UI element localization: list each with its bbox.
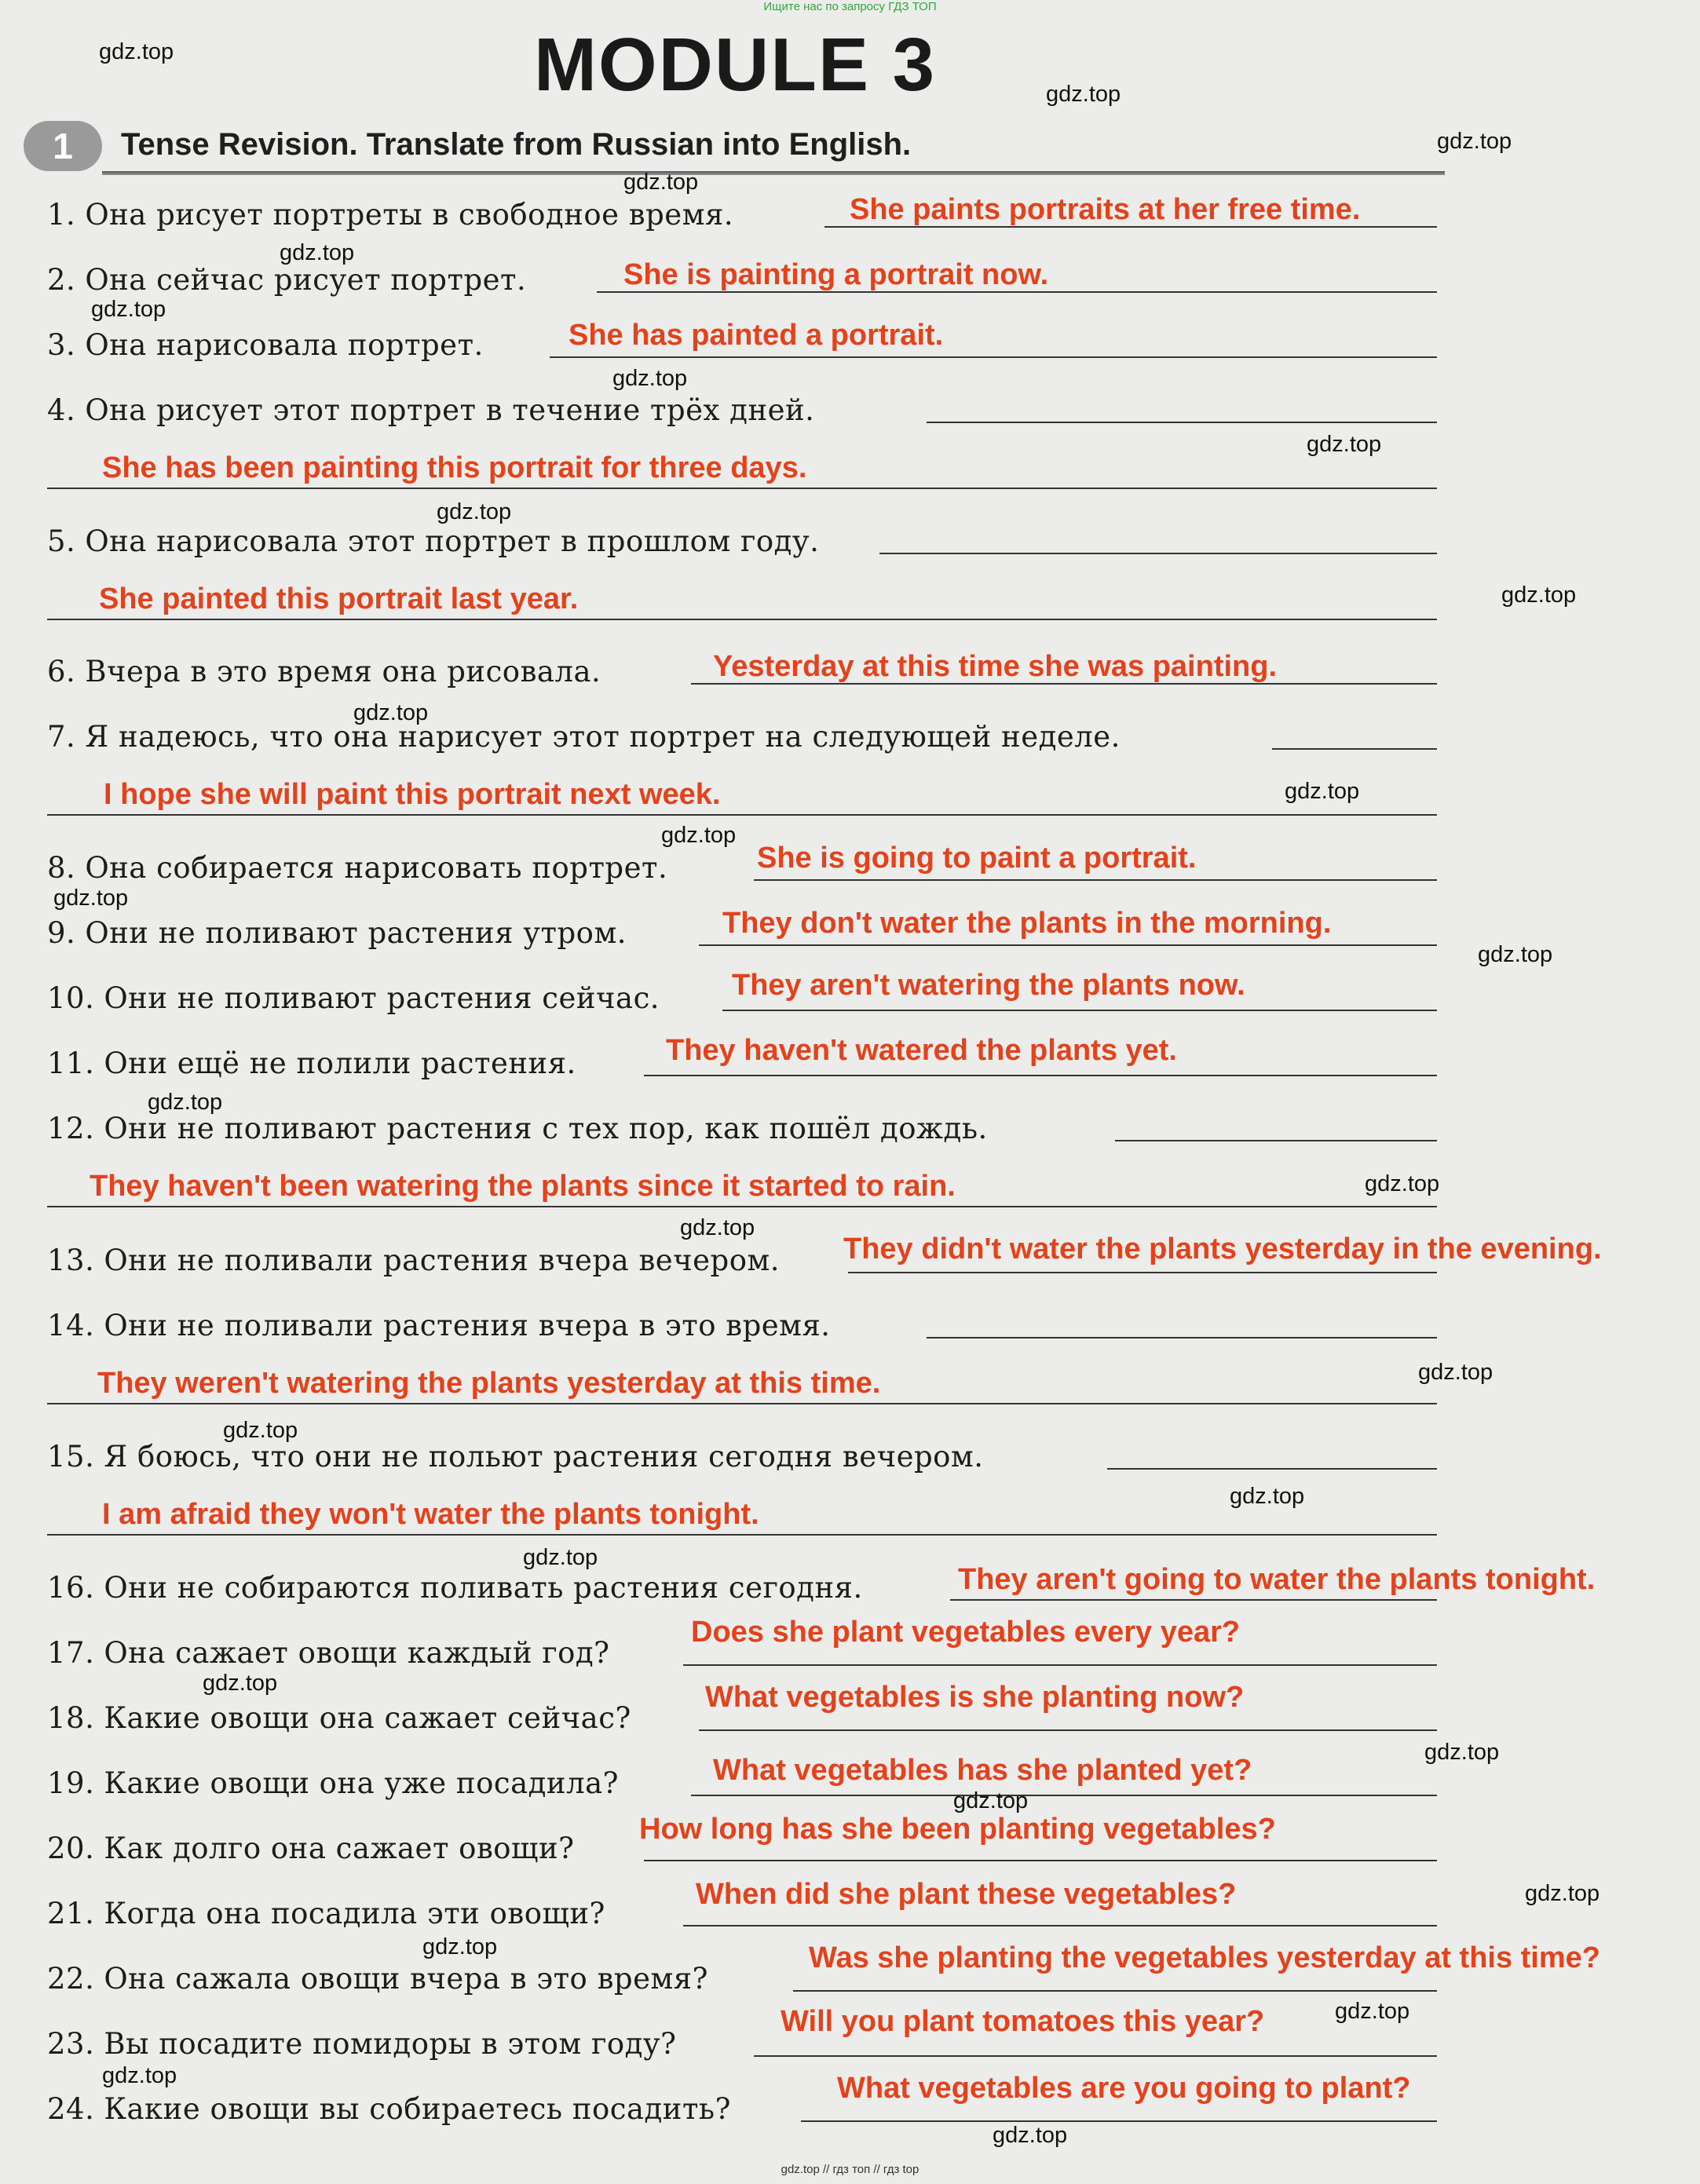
answer-line <box>47 488 1437 489</box>
watermark: gdz.top <box>1501 583 1577 608</box>
answer-line <box>47 814 1437 816</box>
question-text <box>47 975 660 1022</box>
watermark: gdz.top <box>99 39 174 64</box>
bottom-banner: gdz.top // гдз топ // гдз top <box>781 2163 919 2176</box>
question-text <box>47 322 484 369</box>
question-text <box>47 1695 631 1742</box>
question-russian: Вчера в это время она рисовала. <box>85 655 601 688</box>
question-text <box>47 387 814 434</box>
question-russian: Она рисует портреты в свободное время. <box>85 198 734 232</box>
question-text <box>47 1825 574 1872</box>
watermark: gdz.top <box>280 240 355 265</box>
answer-line <box>644 1860 1437 1861</box>
question-text <box>47 1890 605 1937</box>
question-text <box>47 2086 731 2133</box>
answer-line <box>47 1206 1437 1207</box>
answer-line <box>683 1925 1437 1927</box>
answer-line <box>1272 748 1437 750</box>
answer-line <box>927 1337 1437 1339</box>
watermark: gdz.top <box>1365 1171 1440 1196</box>
watermark: gdz.top <box>148 1090 223 1115</box>
watermark: gdz.top <box>661 823 737 848</box>
answer-line <box>683 1664 1437 1666</box>
watermark: gdz.top <box>223 1418 298 1443</box>
answer-line <box>879 553 1437 554</box>
answer-line <box>848 1272 1437 1273</box>
question-number: 23. <box>47 2027 95 2061</box>
question-russian: Я боюсь, что они не польют растения сегодня вечером. <box>104 1440 984 1474</box>
watermark: gdz.top <box>1418 1360 1493 1385</box>
answer-line <box>699 1729 1437 1731</box>
watermark: gdz.top <box>1285 779 1360 804</box>
exercise-number-badge: 1 <box>24 121 102 171</box>
answer-line <box>754 2055 1437 2057</box>
question-text <box>47 1630 610 1677</box>
question-number: 1. <box>47 198 76 232</box>
watermark: gdz.top <box>623 170 699 195</box>
answer-text: She paints portraits at her free time. <box>850 193 1361 226</box>
watermark: gdz.top <box>612 366 688 391</box>
question-number: 16. <box>47 1571 95 1605</box>
question-russian: Они ещё не полили растения. <box>104 1046 576 1080</box>
answer-text: Will you plant tomatoes this year? <box>781 2005 1265 2038</box>
question-text <box>47 192 733 239</box>
answer-text: They weren't watering the plants yesterday at this time. <box>97 1367 881 1400</box>
answer-line <box>950 1599 1437 1601</box>
question-russian: Они не поливают растения сейчас. <box>104 981 660 1015</box>
question-number: 18. <box>47 1701 95 1735</box>
answer-line <box>699 944 1437 946</box>
watermark: gdz.top <box>523 1545 598 1570</box>
watermark: gdz.top <box>1525 1881 1600 1906</box>
watermark: gdz.top <box>1478 942 1553 967</box>
question-number: 12. <box>47 1112 95 1145</box>
top-banner: Ищите нас по запросу ГДЗ ТОП <box>763 0 937 13</box>
answer-text: She has been painting this portrait for three days. <box>102 451 807 484</box>
question-russian: Она нарисовала этот портрет в прошлом году. <box>85 524 820 558</box>
answer-text: They haven't watered the plants yet. <box>666 1034 1177 1067</box>
answer-text: What vegetables has she planted yet? <box>713 1754 1252 1787</box>
question-number: 7. <box>47 720 76 754</box>
question-text <box>47 518 819 565</box>
question-text <box>47 1302 831 1349</box>
question-russian: Она нарисовала портрет. <box>85 328 484 362</box>
answer-text: They aren't watering the plants now. <box>732 969 1245 1002</box>
question-number: 6. <box>47 655 76 688</box>
question-russian: Она рисует этот портрет в течение трёх дней. <box>85 393 815 427</box>
question-number: 15. <box>47 1440 95 1474</box>
answer-line <box>47 619 1437 620</box>
answer-line <box>722 1010 1437 1011</box>
watermark: gdz.top <box>1424 1740 1500 1765</box>
question-text <box>47 845 667 892</box>
answer-text: Was she planting the vegetables yesterday at this time? <box>809 1941 1601 1974</box>
question-text <box>47 1565 863 1612</box>
question-text <box>47 2021 677 2068</box>
answer-line <box>1107 1468 1437 1470</box>
question-russian: Какие овощи она сажает сейчас? <box>104 1701 631 1735</box>
question-number: 21. <box>47 1897 95 1930</box>
question-number: 13. <box>47 1244 95 1277</box>
answer-text: Does she plant vegetables every year? <box>691 1616 1241 1649</box>
question-number: 4. <box>47 393 76 427</box>
answer-line <box>793 1990 1437 1992</box>
question-text <box>47 1237 780 1284</box>
answer-text: She has painted a portrait. <box>568 319 944 352</box>
answer-text: What vegetables is she planting now? <box>705 1681 1245 1714</box>
answer-line <box>47 1403 1437 1404</box>
watermark: gdz.top <box>1230 1484 1305 1509</box>
answer-text: They aren't going to water the plants tonight. <box>958 1563 1596 1596</box>
question-number: 20. <box>47 1832 95 1865</box>
question-russian: Она сажала овощи вчера в это время? <box>104 1962 708 1996</box>
answer-line <box>1115 1140 1437 1141</box>
question-russian: Они не собираются поливать растения сегодня. <box>104 1571 863 1605</box>
answer-line <box>801 2120 1437 2122</box>
question-number: 10. <box>47 981 95 1015</box>
question-text <box>47 648 601 696</box>
question-russian: Я надеюсь, что она нарисует этот портрет на следующей неделе. <box>85 720 1121 754</box>
question-text <box>47 714 1121 761</box>
question-text <box>47 1956 708 2003</box>
answer-text: She is painting a portrait now. <box>623 258 1049 291</box>
question-russian: Они не поливают растения утром. <box>85 916 627 950</box>
question-russian: Какие овощи вы собираетесь посадить? <box>104 2092 731 2126</box>
question-russian: Она сейчас рисует портрет. <box>85 263 527 297</box>
watermark: gdz.top <box>437 499 512 524</box>
question-number: 22. <box>47 1962 95 1996</box>
watermark: gdz.top <box>353 700 429 725</box>
watermark: gdz.top <box>993 2123 1068 2148</box>
exercise-divider <box>102 171 1445 175</box>
question-text <box>47 1040 576 1087</box>
answer-text: What vegetables are you going to plant? <box>837 2072 1411 2105</box>
answer-text: They didn't water the plants yesterday in the evening. <box>843 1233 1602 1265</box>
question-russian: Вы посадите помидоры в этом году? <box>104 2027 677 2061</box>
exercise-header <box>24 119 1445 174</box>
watermark: gdz.top <box>1437 129 1512 154</box>
question-number: 19. <box>47 1766 95 1800</box>
answer-text: I hope she will paint this portrait next week. <box>104 778 721 811</box>
watermark: gdz.top <box>1335 1999 1410 2024</box>
watermark: gdz.top <box>1046 82 1121 107</box>
question-russian: Какие овощи она уже посадила? <box>104 1766 619 1800</box>
watermark: gdz.top <box>953 1788 1029 1813</box>
question-number: 9. <box>47 916 76 950</box>
question-number: 8. <box>47 851 76 885</box>
question-number: 24. <box>47 2092 95 2126</box>
answer-text: When did she plant these vegetables? <box>696 1878 1237 1911</box>
watermark: gdz.top <box>203 1671 278 1696</box>
answer-text: They haven't been watering the plants since it started to rain. <box>90 1170 956 1203</box>
question-number: 2. <box>47 263 76 297</box>
question-number: 17. <box>47 1636 95 1670</box>
watermark: gdz.top <box>1307 432 1382 457</box>
module-title: MODULE 3 <box>534 23 937 107</box>
answer-text: She is going to paint a portrait. <box>757 842 1197 875</box>
question-number: 3. <box>47 328 76 362</box>
question-number: 14. <box>47 1309 95 1342</box>
question-russian: Она собирается нарисовать портрет. <box>85 851 668 885</box>
question-text <box>47 1433 983 1481</box>
question-russian: Они не поливают растения с тех пор, как пошёл дождь. <box>104 1112 988 1145</box>
answer-text: How long has she been planting vegetables? <box>639 1813 1276 1846</box>
watermark: gdz.top <box>422 1934 498 1959</box>
question-russian: Когда она посадила эти овощи? <box>104 1897 605 1930</box>
question-russian: Как долго она сажает овощи? <box>104 1832 575 1865</box>
question-text <box>47 910 627 957</box>
watermark: gdz.top <box>102 2063 177 2088</box>
answer-line <box>644 1075 1437 1076</box>
answer-text: She painted this portrait last year. <box>99 583 579 615</box>
answer-line <box>691 1795 1437 1796</box>
question-russian: Они не поливали растения вчера в это время. <box>104 1309 831 1342</box>
question-text <box>47 1760 619 1807</box>
watermark: gdz.top <box>53 886 129 911</box>
watermark: gdz.top <box>91 297 166 322</box>
exercise-title: Tense Revision. Translate from Russian into English. <box>121 127 912 162</box>
question-russian: Она сажает овощи каждый год? <box>104 1636 610 1670</box>
question-number: 11. <box>47 1046 95 1080</box>
answer-line <box>550 356 1437 358</box>
answer-text: Yesterday at this time she was painting. <box>713 650 1278 683</box>
question-number: 5. <box>47 524 76 558</box>
answer-line <box>47 1534 1437 1536</box>
watermark: gdz.top <box>680 1215 755 1240</box>
answer-text: I am afraid they won't water the plants tonight. <box>102 1498 759 1531</box>
answer-line <box>754 879 1437 881</box>
answer-line <box>927 422 1437 423</box>
question-russian: Они не поливали растения вчера вечером. <box>104 1244 781 1277</box>
answer-text: They don't water the plants in the morning. <box>722 907 1332 940</box>
